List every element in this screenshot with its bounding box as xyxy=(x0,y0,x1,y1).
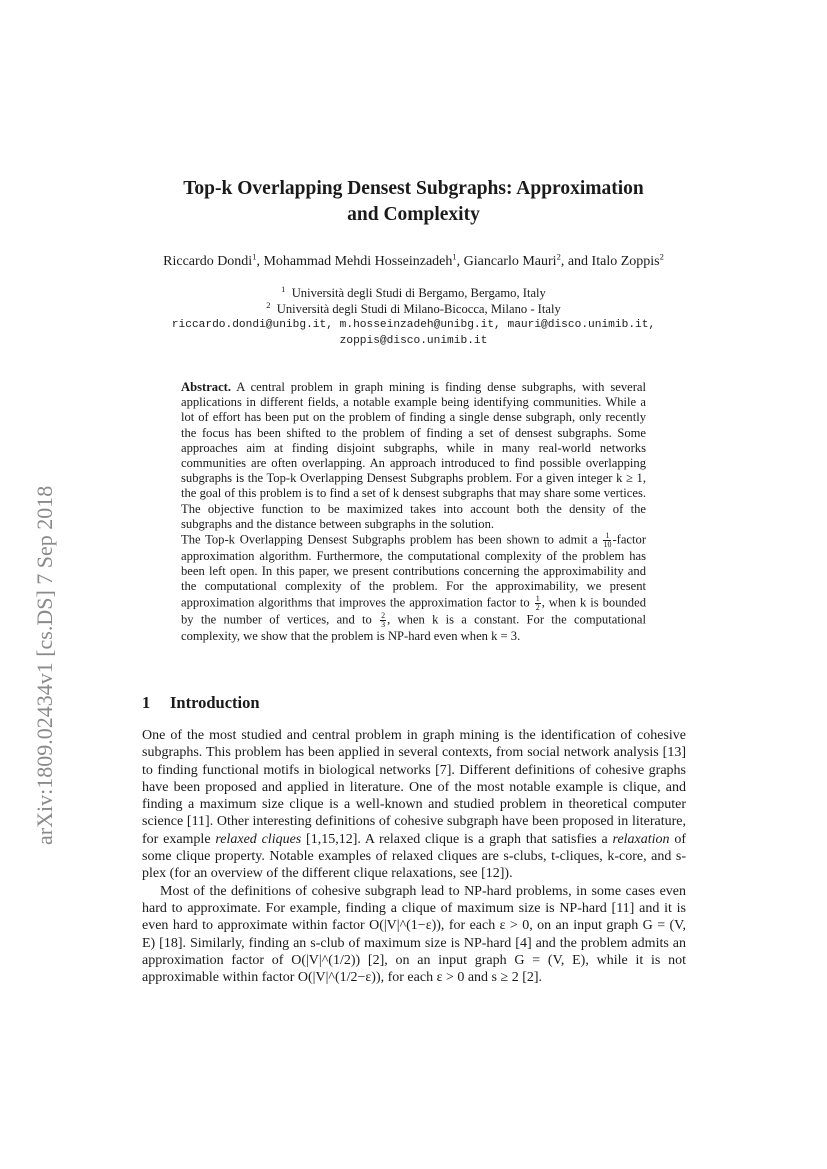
intro-text: [1,15,12]. A relaxed clique is a graph that satisfies a xyxy=(301,831,613,847)
author-affil-sup: 2 xyxy=(556,251,561,262)
author-name: Mohammad Mehdi Hosseinzadeh xyxy=(263,254,453,269)
abstract-text-2d: , when k is a constant. For the computational complexity, we show that the problem is NP-hard even when k = 3. xyxy=(181,612,646,643)
fraction-one-tenth: $\frac{1}{10}$ xyxy=(603,531,612,550)
affiliation-text: Università degli Studi di Milano-Bicocca, Milano - Italy xyxy=(276,302,561,316)
fraction-two-thirds: $\frac{2}{3}$ xyxy=(381,610,386,629)
author-name: Giancarlo Mauri xyxy=(463,254,557,269)
arxiv-stamp-svg xyxy=(22,300,62,860)
title-line-2: and Complexity xyxy=(347,204,480,225)
author-affil-sup: 2 xyxy=(659,251,664,262)
affiliation-sup: 2 xyxy=(266,299,271,310)
intro-paragraph-2: Most of the definitions of cohesive subgraph lead to NP-hard problems, in some cases even hard to approximate. For example, finding a clique of maximum size is NP-hard [11] and it is even hard to approximate within factor O(|V|^(1−ε)), for each ε > 0, on an input graph G = (V, E) [18]. Similarly, finding an s-club of maximum size is NP-hard [4] and the problem admits an approximation factor of O(|V|^(1/2)) [2], on an input graph G = (V, E), while it is not approximable within factor O(|V|^(1/2−ε)), for each ε > 0 and s ≥ 2 [2]. xyxy=(142,883,686,986)
author-affil-sup: 1 xyxy=(452,251,457,262)
emphasis-relaxed-cliques: relaxed cliques xyxy=(215,831,302,847)
affiliation-line xyxy=(100,285,727,301)
abstract-text-1: A central problem in graph mining is finding dense subgraphs, with several applications in different fields, a notable example being identifying communities. While a lot of effort has been put on the problem of finding a single dense subgraph, only recently the focus has been shifted to the problem of finding a set of densest subgraphs. Some approaches aim at finding disjoint subgraphs, while in many real-world networks communities are often overlapping. An approach introduced to find possible overlapping subgraphs is the Top-k Overlapping Densest Subgraphs problem. For a given integer k ≥ 1, the goal of this problem is to find a set of k densest subgraphs that may share some vertices. The objective function to be maximized takes into account both the density of the subgraphs and the distance between subgraphs in the solution. xyxy=(181,380,646,531)
email-line-2: zoppis@disco.unimib.it xyxy=(339,335,488,347)
section-heading xyxy=(142,693,260,713)
abstract xyxy=(181,380,646,644)
author-affil-sup: 1 xyxy=(252,251,257,262)
title-line-1: Top-k Overlapping Densest Subgraphs: Approximation xyxy=(183,178,644,199)
paper-title xyxy=(130,176,697,228)
abstract-paragraph-2 xyxy=(181,532,646,644)
author-name: Riccardo Dondi xyxy=(163,254,253,269)
author-name: Italo Zoppis xyxy=(591,254,660,269)
introduction-body xyxy=(142,727,686,986)
emphasis-relaxation: relaxation xyxy=(612,831,670,847)
abstract-label: Abstract. xyxy=(181,380,232,394)
affiliations-block xyxy=(100,285,727,349)
intro-text: One of the most studied and central problem in graph mining is the identification of cohesive subgraphs. This problem has been applied in several contexts, from social network analysis [13] to finding functional motifs in biological networks [7]. Different definitions of cohesive graphs have been proposed and applied in literature. One of the most notable example is clique, and finding a maximum size clique is a well-known and studied problem in theoretical computer science [11]. Other interesting definitions of cohesive subgraph have been proposed in literature, for example xyxy=(142,728,686,847)
abstract-text-2a: The Top-k Overlapping Densest Subgraphs problem has been shown to admit a xyxy=(181,532,598,547)
arxiv-id-text: arXiv:1809.02434v1 [cs.DS] 7 Sep 2018 xyxy=(32,485,57,845)
author-list: Riccardo Dondi$^1$, Mohammad Mehdi Hosseinzadeh$^1$, Giancarlo Mauri$^2$, and Italo Zoppis$^2$ xyxy=(163,251,664,269)
arxiv-identifier-stamp xyxy=(22,300,62,860)
section-title: Introduction xyxy=(170,693,260,712)
abstract-paragraph-1 xyxy=(181,380,646,532)
abstract-text-2c: , when k is bounded by the number of vertices, and to xyxy=(181,595,646,627)
affiliation-sup: 1 xyxy=(281,283,286,294)
section-number: 1 xyxy=(142,693,151,712)
email-line-1: riccardo.dondi@unibg.it, m.hosseinzadeh@unibg.it, mauri@disco.unimib.it, xyxy=(171,319,656,331)
intro-text: of some clique property. Notable examples of relaxed cliques are s-clubs, t-cliques, k-core, and s-plex (for an overview of the different clique relaxations, see [12]). xyxy=(142,831,687,882)
affiliation-line xyxy=(100,301,727,317)
intro-paragraph-1 xyxy=(142,727,686,883)
abstract-text-2b: -factor approximation algorithm. Furthermore, the computational complexity of the problem has been left open. In this paper, we present contributions concerning the approximability and the computational complexity of the problem. For the approximability, we present approximation algorithms that improves the approximation factor to xyxy=(181,532,647,610)
affiliation-text: Università degli Studi di Bergamo, Bergamo, Italy xyxy=(291,286,546,300)
fraction-one-half: $\frac{1}{2}$ xyxy=(535,593,540,612)
